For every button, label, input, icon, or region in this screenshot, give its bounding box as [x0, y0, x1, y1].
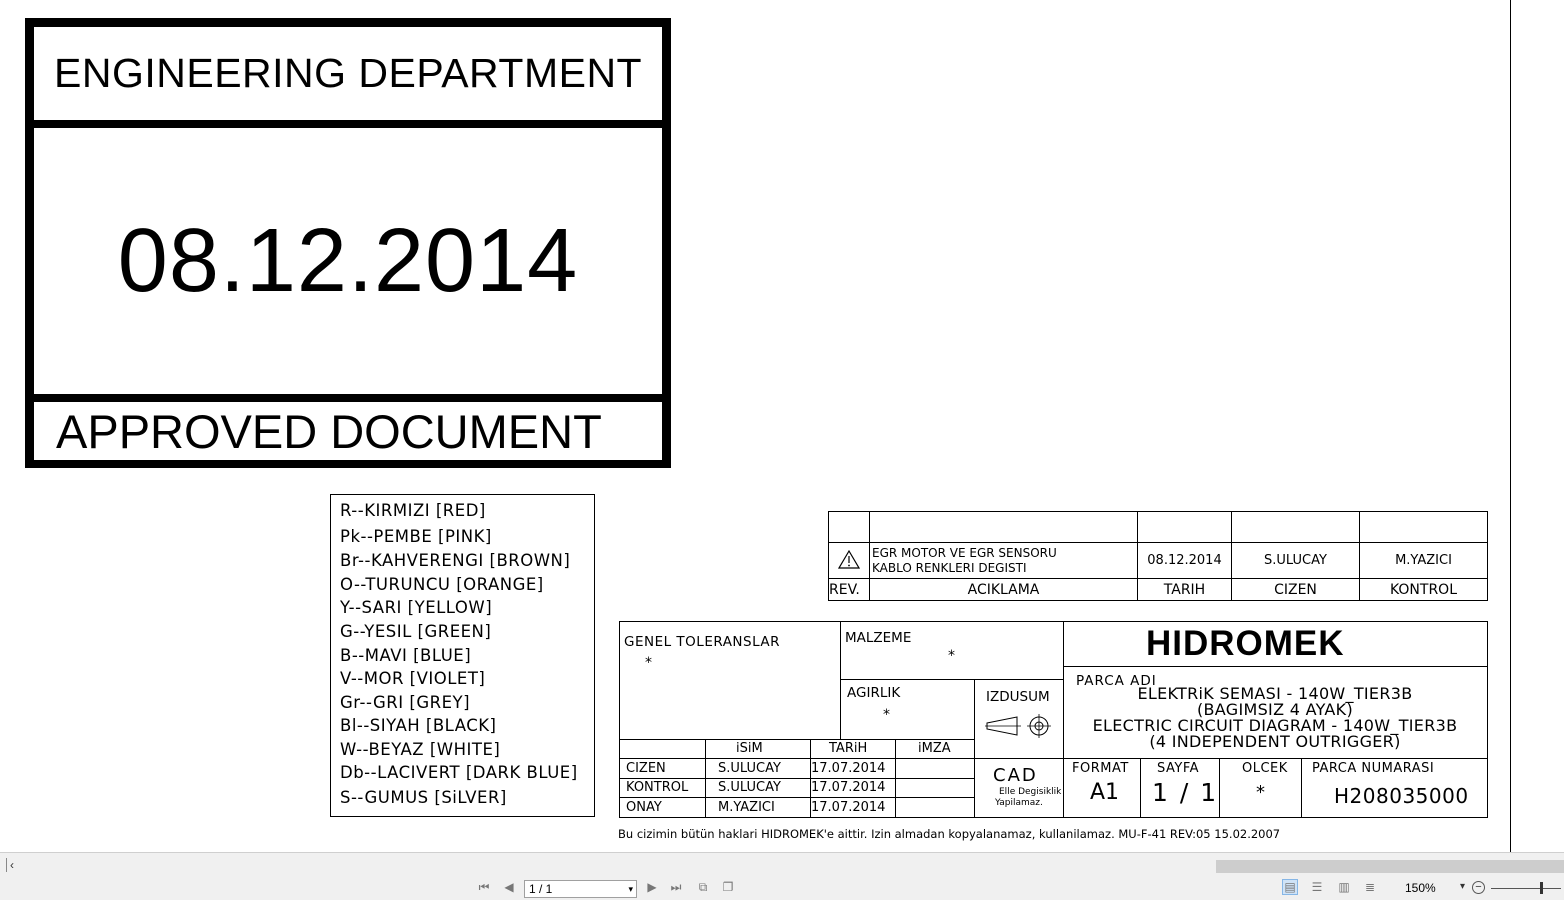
- chevron-down-icon: ▾: [628, 884, 633, 894]
- legend-item: W--BEYAZ [WHITE]: [340, 740, 501, 759]
- legend-item: V--MOR [VIOLET]: [340, 669, 486, 688]
- aciklama-header: ACIKLAMA: [870, 579, 1138, 601]
- parca-no-label: PARCA NUMARASI: [1312, 761, 1435, 776]
- sign-name: M.YAZICI: [718, 800, 775, 815]
- olcek-value: *: [1256, 782, 1265, 803]
- sign-role: CIZEN: [626, 761, 666, 776]
- parca-no-value: H208035000: [1334, 784, 1469, 808]
- add-page-icon[interactable]: ⧉: [698, 879, 708, 894]
- page-indicator: 1 / 1: [529, 882, 553, 896]
- revision-checked: M.YAZICI: [1360, 543, 1488, 579]
- malzeme-label: MALZEME: [845, 630, 912, 646]
- sayfa-value: 1 / 1: [1152, 778, 1219, 807]
- legend-item: Pk--PEMBE [PINK]: [340, 527, 492, 546]
- part-name-line: (BAGIMSIZ 4 AYAK): [1196, 700, 1353, 719]
- legend-item: G--YESIL [GREEN]: [340, 622, 492, 641]
- format-label: FORMAT: [1072, 761, 1129, 776]
- part-name-line: ELEKTRiK SEMASI - 140W_TIER3B: [1137, 684, 1413, 703]
- copyright-notice: Bu cizimin bütün haklari HIDROMEK'e aittir. Izin almadan kopyalanamaz, kullanilamaz. MU-F-41 REV:05 15.02.2007: [618, 827, 1281, 841]
- sign-role: ONAY: [626, 800, 662, 815]
- imza-header: iMZA: [918, 741, 951, 756]
- sign-name: S.ULUCAY: [718, 761, 781, 776]
- part-name-line: ELECTRIC CIRCUIT DIAGRAM - 140W_TIER3B: [1092, 716, 1458, 735]
- stamp-header: ENGINEERING DEPARTMENT: [54, 50, 643, 96]
- revision-drawn: S.ULUCAY: [1232, 543, 1360, 579]
- stamp-date: 08.12.2014: [117, 210, 579, 311]
- duplicate-page-icon[interactable]: ❐: [722, 880, 734, 894]
- legend-item: Gr--GRI [GREY]: [340, 693, 471, 712]
- izdusum-label: IZDUSUM: [986, 689, 1050, 705]
- viewer-toolbar: [0, 875, 1564, 900]
- format-value: A1: [1090, 780, 1120, 805]
- genel-tolerans-label: GENEL TOLERANSLAR: [624, 634, 781, 650]
- part-name: [1063, 686, 1487, 750]
- legend-item: B--MAVI [BLUE]: [340, 646, 472, 665]
- legend-item: Y--SARI [YELLOW]: [340, 598, 493, 617]
- legend-item: O--TURUNCU [ORANGE]: [340, 575, 544, 594]
- sign-date: 17.07.2014: [811, 761, 886, 776]
- kontrol-header: KONTROL: [1360, 579, 1488, 601]
- legend-item: Bl--SIYAH [BLACK]: [340, 716, 497, 735]
- zoom-dropdown-icon[interactable]: ▾: [1460, 881, 1466, 892]
- parca-adi-label: PARCA ADI: [1076, 673, 1157, 689]
- agirlik-value: *: [883, 707, 890, 723]
- olcek-label: OLCEK: [1242, 761, 1288, 776]
- isim-header: iSiM: [736, 741, 763, 756]
- sign-date: 17.07.2014: [811, 780, 886, 795]
- cizen-header: CIZEN: [1232, 579, 1360, 601]
- revision-date: 08.12.2014: [1138, 543, 1232, 579]
- legend-item: Br--KAHVERENGI [BROWN]: [340, 551, 571, 570]
- first-page-icon[interactable]: ⏮: [478, 879, 490, 894]
- projection-symbol-icon: [985, 714, 1051, 740]
- cad-label: CAD: [993, 765, 1038, 786]
- legend-item: R--KIRMIZI [RED]: [340, 501, 486, 520]
- sign-date: 17.07.2014: [811, 800, 886, 815]
- scrollbar-thumb[interactable]: [1216, 860, 1564, 873]
- scrollbar-left-edge: [0, 858, 7, 872]
- single-page-view-icon[interactable]: ▤: [1282, 879, 1298, 895]
- two-page-view-icon[interactable]: ▥: [1338, 880, 1350, 894]
- revision-description-line: EGR MOTOR VE EGR SENSORU: [872, 545, 1057, 560]
- scroll-left-icon[interactable]: ‹: [10, 858, 14, 872]
- agirlik-label: AGIRLIK: [847, 685, 901, 701]
- sign-name: S.ULUCAY: [718, 780, 781, 795]
- zoom-slider-track[interactable]: [1491, 888, 1561, 889]
- sayfa-label: SAYFA: [1157, 761, 1199, 776]
- continuous-view-icon[interactable]: ☰: [1311, 880, 1323, 894]
- previous-page-icon[interactable]: ◀: [504, 880, 514, 894]
- legend-item: S--GUMUS [SiLVER]: [340, 788, 507, 807]
- zoom-level[interactable]: 150%: [1405, 881, 1436, 895]
- legend-item: Db--LACIVERT [DARK BLUE]: [340, 763, 578, 782]
- tarih-col-header: TARiH: [829, 741, 868, 756]
- rev-header: REV.: [829, 579, 870, 601]
- stamp-footer: APPROVED DOCUMENT: [56, 404, 602, 458]
- sign-role: KONTROL: [626, 780, 689, 795]
- two-page-continuous-icon[interactable]: ≣: [1364, 880, 1376, 894]
- page-selector[interactable]: [524, 880, 637, 898]
- next-page-icon[interactable]: ▶: [647, 880, 657, 894]
- hidromek-logo: HIDROMEK: [1146, 624, 1345, 663]
- zoom-slider-thumb[interactable]: [1540, 882, 1543, 894]
- tarih-header: TARIH: [1138, 579, 1232, 601]
- revision-description-line: KABLO RENKLERI DEGISTI: [872, 560, 1027, 575]
- cad-note: Elle Degisiklik: [999, 787, 1062, 797]
- malzeme-value: *: [948, 648, 955, 664]
- cad-note: Yapilamaz.: [995, 798, 1043, 808]
- last-page-icon[interactable]: ⏭: [670, 879, 682, 894]
- genel-tolerans-value: *: [645, 655, 652, 671]
- zoom-out-icon[interactable]: −: [1472, 881, 1485, 894]
- part-name-line: (4 INDEPENDENT OUTRIGGER): [1149, 732, 1401, 751]
